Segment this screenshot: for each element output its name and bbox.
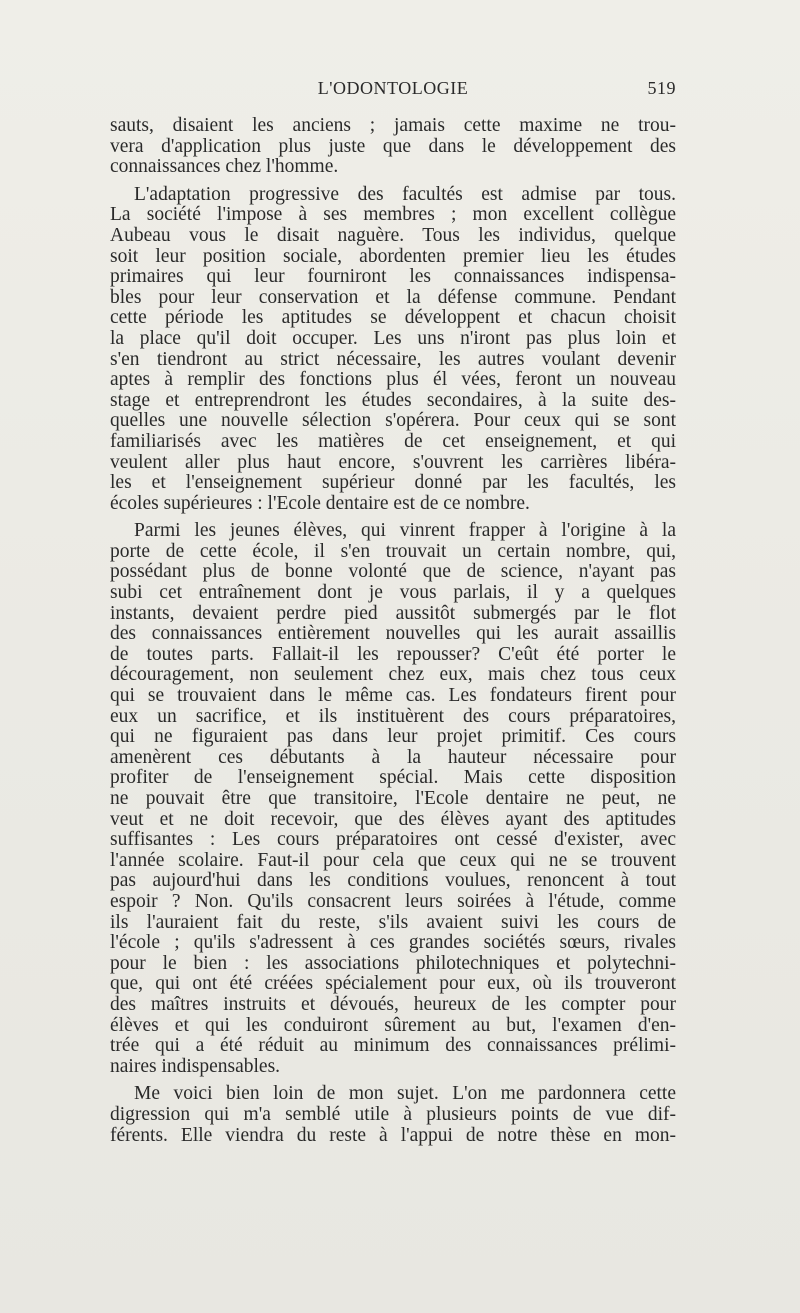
text-line: instants, devaient perdre pied aussitôt submergés par le flot <box>110 603 676 624</box>
page-number: 519 <box>647 78 676 98</box>
text-line: férents. Elle viendra du reste à l'appui de notre thèse en mon- <box>110 1125 676 1146</box>
text-line: amenèrent ces débutants à la hauteur nécessaire pour <box>110 747 676 768</box>
text-line: aptes à remplir des fonctions plus él vées, feront un nouveau <box>110 370 676 391</box>
text-line: porte de cette école, il s'en trouvait un certain nombre, qui, <box>110 541 676 562</box>
text-line: qui se trouvaient dans le même cas. Les fondateurs firent pour <box>110 686 676 707</box>
text-line: Me voici bien loin de mon sujet. L'on me pardonnera cette <box>134 1084 676 1105</box>
paragraph-spacer <box>110 178 676 185</box>
paragraph <box>110 116 676 178</box>
text-line: vera d'application plus juste que dans le développement des <box>110 136 676 157</box>
text-line: veulent aller plus haut encore, s'ouvrent les carrières libéra- <box>110 452 676 473</box>
text-line: pas aujourd'hui dans les conditions voulues, renoncent à tout <box>110 871 676 892</box>
text-line: L'adaptation progressive des facultés est admise par tous. <box>134 184 676 205</box>
text-line: possédant plus de bonne volonté que de science, n'ayant pas <box>110 562 676 583</box>
text-line: ils l'auraient fait du reste, s'ils avaient suivi les cours de <box>110 912 676 933</box>
text-line: que, qui ont été créées spécialement pour eux, où ils trouveront <box>110 974 676 995</box>
text-line: élèves et qui les conduiront sûrement au but, l'examen d'en- <box>110 1015 676 1036</box>
text-line: digression qui m'a semblé utile à plusieurs points de vue dif- <box>110 1104 676 1125</box>
text-line: cette période les aptitudes se développent et chacun choisit <box>110 308 676 329</box>
text-line: les et l'enseignement supérieur donné par les facultés, les <box>110 473 676 494</box>
text-line: eux un sacrifice, et ils instituèrent des cours préparatoires, <box>110 706 676 727</box>
text-line: suffisantes : Les cours préparatoires ont cessé d'exister, avec <box>110 830 676 851</box>
text-line: s'en tiendront au strict nécessaire, les autres voulant devenir <box>110 349 676 370</box>
text-line: stage et entreprendront les études secondaires, à la suite des- <box>110 390 676 411</box>
text-line: de toutes parts. Fallait-il les repousser? C'eût été porter le <box>110 644 676 665</box>
text-line: La société l'impose à ses membres ; mon excellent collègue <box>110 205 676 226</box>
text-line: soit leur position sociale, abordenten premier lieu les études <box>110 246 676 267</box>
text-line: trée qui a été réduit au minimum des connaissances prélimi- <box>110 1036 676 1057</box>
text-line: sauts, disaient les anciens ; jamais cette maxime ne trou- <box>110 116 676 136</box>
text-line: quelles une nouvelle sélection s'opérera. Pour ceux qui se sont <box>110 411 676 432</box>
paragraph <box>110 1084 676 1146</box>
running-title: L'ODONTOLOGIE <box>317 78 469 98</box>
text-line: subi cet entraînement dont je vous parlais, il y a quelques <box>110 583 676 604</box>
text-line: des connaissances entièrement nouvelles qui les aurait assaillis <box>110 624 676 645</box>
text-line: Aubeau vous le disait naguère. Tous les individus, quelque <box>110 225 676 246</box>
text-line: découragement, non seulement chez eux, mais chez tous ceux <box>110 665 676 686</box>
text-line: l'école ; qu'ils s'adressent à ces grandes sociétés sœurs, rivales <box>110 933 676 954</box>
text-line: Parmi les jeunes élèves, qui vinrent frapper à l'origine à la <box>134 521 676 542</box>
paragraph-spacer <box>110 1077 676 1084</box>
body-text <box>110 116 676 1146</box>
text-line: connaissances chez l'homme. <box>110 157 339 178</box>
text-line: naires indispensables. <box>110 1056 281 1077</box>
text-line: la place qu'il doit occuper. Les uns n'iront pas plus loin et <box>110 328 676 349</box>
text-line: familiarisés avec les matières de cet enseignement, et qui <box>110 431 676 452</box>
text-line: ne pouvait être que transitoire, l'Ecole dentaire ne peut, ne <box>110 789 676 809</box>
text-line: pour le bien : les associations philotechniques et polytechni- <box>110 953 676 974</box>
text-line: primaires qui leur fourniront les connaissances indispensa- <box>110 267 676 288</box>
running-head <box>110 78 676 100</box>
paragraph <box>110 185 676 515</box>
text-line: profiter de l'enseignement spécial. Mais cette disposition <box>110 768 676 789</box>
paragraph <box>110 521 676 1077</box>
paragraph-spacer <box>110 514 676 521</box>
text-line: veut et ne doit recevoir, que des élèves ayant des aptitudes <box>110 809 676 830</box>
text-line: bles pour leur conservation et la défense commune. Pendant <box>110 287 676 308</box>
text-line: qui ne figuraient pas dans leur projet primitif. Ces cours <box>110 727 676 748</box>
text-line: l'année scolaire. Faut-il pour cela que ceux qui ne se trouvent <box>110 850 676 871</box>
text-line: des maîtres instruits et dévoués, heureux de les compter pour <box>110 994 676 1015</box>
text-line: écoles supérieures : l'Ecole dentaire est de ce nombre. <box>110 493 530 514</box>
text-line: espoir ? Non. Qu'ils consacrent leurs soirées à l'étude, comme <box>110 891 676 912</box>
